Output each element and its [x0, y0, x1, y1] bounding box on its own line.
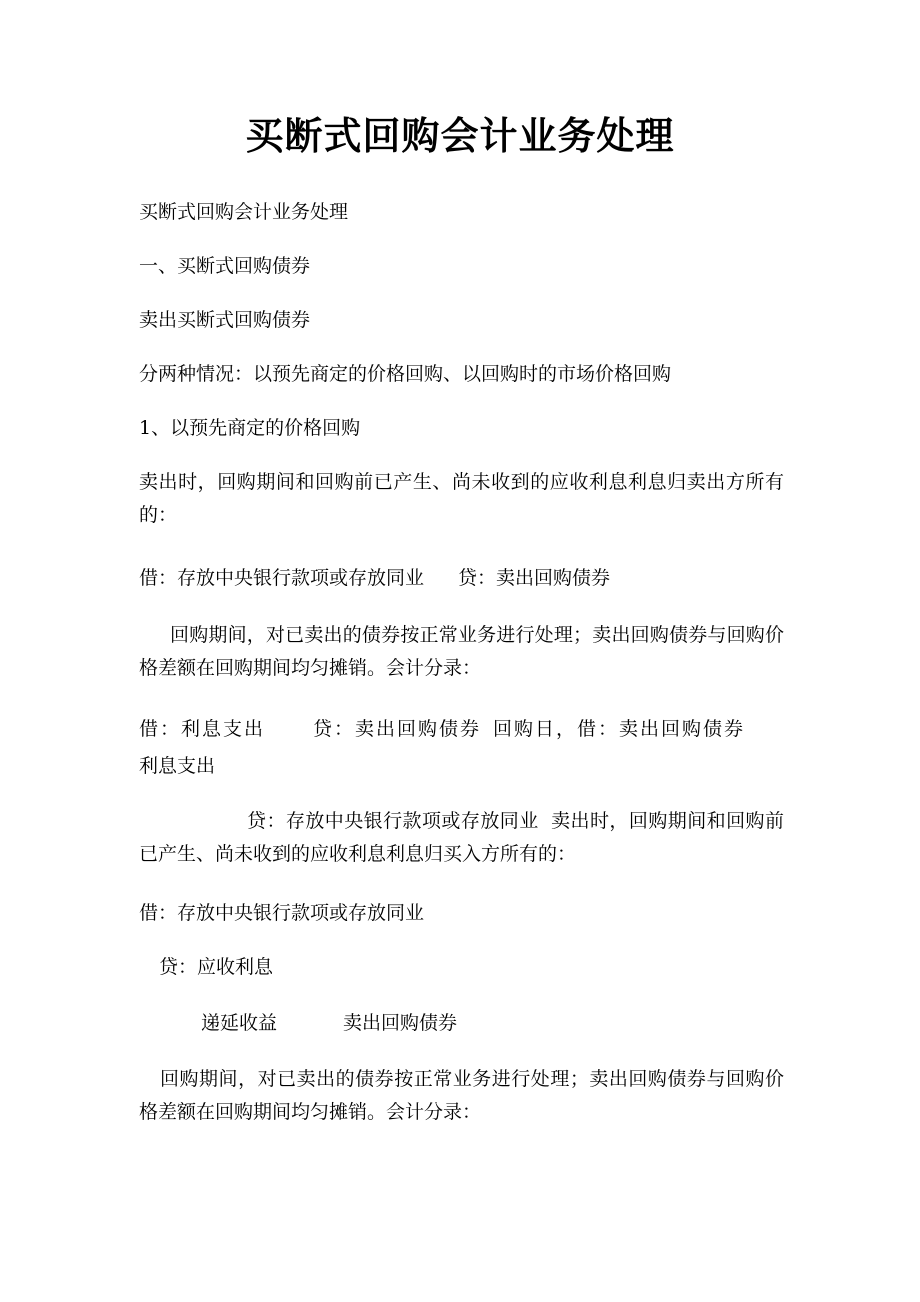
debit-entry: 借：存放中央银行款项或存放同业	[139, 567, 425, 589]
paragraph-subtitle: 买断式回购会计业务处理	[139, 201, 349, 223]
deferred-income: 递延收益	[201, 1012, 278, 1034]
paragraph-two-cases: 分两种情况：以预先商定的价格回购、以回购时的市场价格回购	[139, 363, 672, 385]
journal-entry-2-line2: 利息支出	[139, 755, 216, 777]
repo-day-entry: 回购日，借：卖出回购债券	[493, 718, 746, 740]
paragraph-sell-bonds: 卖出买断式回购债券	[139, 309, 311, 331]
paragraph-credit-and-buyer	[139, 805, 784, 871]
paragraph-when-selling-seller: 卖出时，回购期间和回购前已产生、尚未收到的应收利息利息归卖出方所有的：	[139, 471, 784, 526]
journal-entry-3-credit: 贷：应收利息	[159, 956, 274, 978]
page-title: 买断式回购会计业务处理	[245, 113, 675, 158]
journal-entry-3-debit: 借：存放中央银行款项或存放同业	[139, 902, 425, 924]
debit-entry: 借：利息支出	[139, 718, 266, 740]
journal-entry-2	[139, 713, 784, 746]
paragraph-section-heading: 一、买断式回购债券	[139, 255, 311, 277]
when-selling-buyer: 卖出时，回购期间和回购前已产生、尚未收到的应收利息利息归买入方所有的：	[139, 810, 784, 865]
credit-entry: 贷：卖出回购债券	[313, 718, 482, 740]
credit-entry: 贷：存放中央银行款项或存放同业	[247, 810, 539, 832]
paragraph-case-one: 1、以预先商定的价格回购	[139, 417, 361, 439]
journal-entry-3-lines	[201, 1007, 846, 1040]
paragraph-repo-period-2: 回购期间，对已卖出的债券按正常业务进行处理；卖出回购债券与回购价格差额在回购期间均匀摊销。会计分录：	[139, 1068, 784, 1123]
paragraph-repo-period-1: 回购期间，对已卖出的债券按正常业务进行处理；卖出回购债券与回购价格差额在回购期间均匀摊销。会计分录：	[139, 624, 784, 679]
credit-entry: 贷：卖出回购债券	[458, 567, 611, 589]
sell-repo-bonds: 卖出回购债券	[343, 1012, 458, 1034]
journal-entry-1	[139, 562, 784, 595]
